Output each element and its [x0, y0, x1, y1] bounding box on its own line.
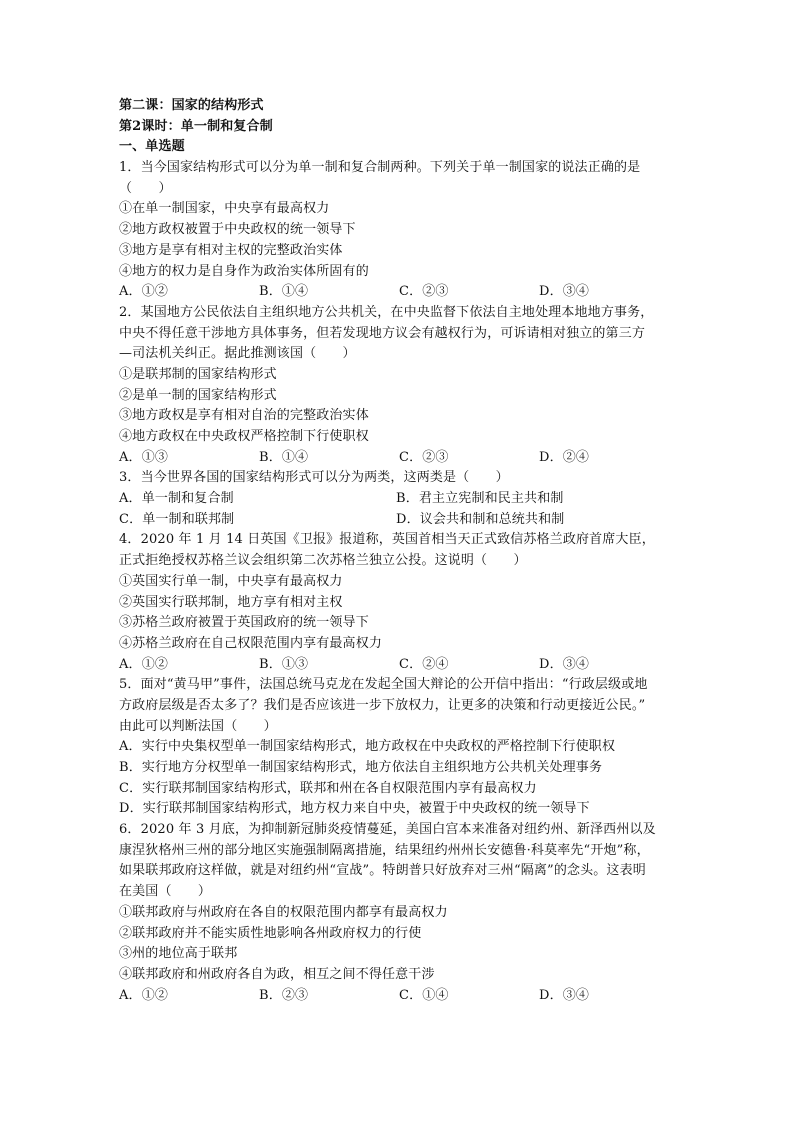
question-stem-line: 正式拒绝授权苏格兰议会组织第二次苏格兰独立公投。这说明（ ）	[119, 553, 527, 569]
option-d[interactable]: D．议会共和制和总统共和制	[396, 511, 565, 527]
option-d[interactable]: D．③④	[539, 987, 590, 1003]
question-stem-line: 2．某国地方公民依法自主组织地方公共机关，在中央监督下依法自主地处理本地地方事务，	[119, 304, 654, 320]
option-d[interactable]: D．实行联邦制国家结构形式，地方权力来自中央，被置于中央政权的统一领导下	[119, 801, 590, 817]
answer-options	[119, 489, 679, 510]
option-a[interactable]: A．①②	[119, 987, 168, 1003]
statement: ④地方的权力是自身作为政治实体所固有的	[119, 263, 369, 279]
question-stem-line: 4．2020 年 1 月 14 日英国《卫报》报道称，英国首相当天正式致信苏格兰政府首席大臣，	[119, 532, 655, 548]
question-1	[119, 158, 679, 303]
option-a[interactable]: A．单一制和复合制	[119, 491, 234, 507]
question-stem-line: 3．当今世界各国的国家结构形式可以分为两类，这两类是（ ）	[119, 470, 509, 486]
statement: ③地方政权是享有相对自治的完整政治实体	[119, 408, 369, 424]
option-c[interactable]: C．②③	[399, 284, 449, 300]
option-d[interactable]: D．③④	[539, 656, 590, 672]
question-3	[119, 468, 679, 530]
option-b[interactable]: B．①④	[259, 284, 309, 300]
statement: ③苏格兰政府被置于英国政府的统一领导下	[119, 615, 369, 631]
document-page	[119, 96, 679, 1006]
question-stem-line: 6．2020 年 3 月底，为抑制新冠肺炎疫情蔓延，美国白宫本来准备对纽约州、新泽西州以及	[119, 822, 656, 838]
statement: ②是单一制的国家结构形式	[119, 387, 277, 403]
answer-options	[119, 448, 679, 469]
option-b[interactable]: B．君主立宪制和民主共和制	[396, 491, 564, 507]
option-d[interactable]: D．③④	[539, 284, 590, 300]
statement: ①英国实行单一制，中央享有最高权力	[119, 573, 343, 589]
option-c[interactable]: C．②④	[399, 656, 449, 672]
statement: ③州的地位高于联邦	[119, 946, 238, 962]
section-title: 第2课时：单一制和复合制	[119, 118, 273, 134]
question-2	[119, 303, 679, 469]
statement: ④苏格兰政府在自己权限范围内享有最高权力	[119, 635, 383, 651]
statement: ②英国实行联邦制，地方享有相对主权	[119, 594, 343, 610]
statement: ①联邦政府与州政府在各自的权限范围内都享有最高权力	[119, 904, 448, 920]
option-d[interactable]: D．②④	[539, 449, 590, 465]
answer-options	[119, 282, 679, 303]
option-c[interactable]: C．②③	[399, 449, 449, 465]
statement: ③地方是享有相对主权的完整政治实体	[119, 242, 343, 258]
statement: ①是联邦制的国家结构形式	[119, 366, 277, 382]
question-stem-line: 在美国（ ）	[119, 884, 212, 900]
question-stem-line: 1．当今国家结构形式可以分为单一制和复合制两种。下列关于单一制国家的说法正确的是	[119, 160, 641, 176]
question-stem-line: 如果联邦政府这样做，就是对纽约州“宣战”。特朗普只好放弃对三州“隔离”的念头。这表明	[119, 863, 646, 879]
part-title: 一、单选题	[119, 139, 185, 155]
question-stem-line: 方政府层级是否太多了？我们是否应该进一步下放权力，让更多的决策和行动更接近公民。”	[119, 697, 646, 713]
option-c[interactable]: C．单一制和联邦制	[119, 511, 235, 527]
option-b[interactable]: B．①③	[259, 656, 309, 672]
question-stem-line: 中央不得任意干涉地方具体事务，但若发现地方议会有越权行为，可诉请相对独立的第三方	[119, 325, 646, 341]
option-a[interactable]: A．①②	[119, 656, 168, 672]
question-6	[119, 820, 679, 1006]
option-b[interactable]: B．②③	[259, 987, 309, 1003]
answer-options	[119, 986, 679, 1007]
option-a[interactable]: A．①③	[119, 449, 168, 465]
question-stem-line: （ ）	[119, 180, 172, 196]
question-stem-line: —司法机关纠正。据此推测该国（ ）	[119, 346, 356, 362]
statement: ④联邦政府和州政府各自为政，相互之间不得任意干涉	[119, 966, 435, 982]
question-5	[119, 675, 679, 820]
question-stem-line: 康涅狄格州三州的部分地区实施强制隔离措施，结果纽约州州长安德鲁·科莫率先“开炮”称，	[119, 842, 650, 858]
lesson-title: 第二课：国家的结构形式	[119, 98, 264, 113]
statement: ①在单一制国家，中央享有最高权力	[119, 201, 330, 217]
option-a[interactable]: A．①②	[119, 284, 168, 300]
answer-options	[119, 655, 679, 676]
option-b[interactable]: B．实行地方分权型单一制国家结构形式，地方依法自主组织地方公共机关处理事务	[119, 760, 603, 775]
question-4	[119, 530, 679, 675]
option-c[interactable]: C．实行联邦制国家结构形式，联邦和州在各自权限范围内享有最高权力	[119, 780, 537, 796]
option-a[interactable]: A．实行中央集权型单一制国家结构形式，地方政权在中央政权的严格控制下行使职权	[119, 739, 616, 755]
option-b[interactable]: B．①④	[259, 449, 309, 465]
statement: ④地方政权在中央政权严格控制下行使职权	[119, 429, 369, 444]
answer-options	[119, 510, 679, 531]
statement: ②地方政权被置于中央政权的统一领导下	[119, 222, 356, 238]
question-stem-line: 5．面对“黄马甲”事件，法国总统马克龙在发起全国大辩论的公开信中指出：“行政层级或地	[119, 677, 648, 693]
statement: ②联邦政府并不能实质性地影响各州政府权力的行使	[119, 925, 422, 941]
option-c[interactable]: C．①④	[399, 987, 449, 1003]
question-stem-line: 由此可以判断法国（ ）	[119, 718, 277, 734]
